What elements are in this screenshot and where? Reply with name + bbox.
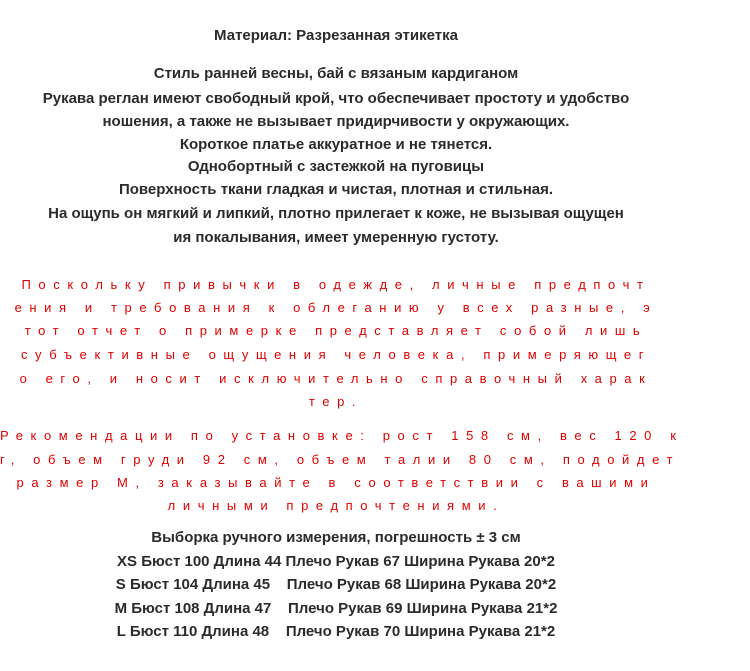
recommendation-line: г, объем груди 92 см, объем талии 80 см, подойдет xyxy=(0,452,681,467)
measurements-title: Выборка ручного измерения, погрешность ± 3 см xyxy=(151,529,521,546)
measurement-row-m: M Бюст 108 Длина 47 Плечо Рукав 69 Ширина Рукава 21*2 xyxy=(114,600,558,617)
recommendation-line: размер M, заказывайте в соответствии с вашими xyxy=(16,475,656,490)
recommendation-line: личными предпочтениями. xyxy=(167,498,505,513)
description-line: Стиль ранней весны, бай с вязаным кардиганом xyxy=(153,65,519,82)
description-line: Однобортный с застежкой на пуговицы xyxy=(187,158,485,175)
disclaimer-line: ения и требования к облеганию у всех разные, э xyxy=(14,300,658,315)
measurement-row-l: L Бюст 110 Длина 48 Плечо Рукав 70 Ширина Рукава 21*2 xyxy=(116,623,556,640)
disclaimer-line: тот отчет о примерке представляет собой лишь xyxy=(24,323,648,338)
measurement-row-xs: XS Бюст 100 Длина 44 Плечо Рукав 67 Ширина Рукава 20*2 xyxy=(117,553,555,570)
description-line: На ощупь он мягкий и липкий, плотно прилегает к коже, не вызывая ощущен xyxy=(48,205,624,222)
recommendation-line: Рекомендации по установке: рост 158 см, вес 120 к xyxy=(0,428,684,443)
disclaimer-line: тер. xyxy=(308,394,364,409)
description-line: ношения, а также не вызывает придирчивости у окружающих. xyxy=(102,113,570,130)
description-line: Поверхность ткани гладкая и чистая, плотная и стильная. xyxy=(118,181,554,198)
disclaimer-line: субъективные ощущения человека, примеряющег xyxy=(20,347,652,362)
description-line: Рукава реглан имеют свободный крой, что обеспечивает простоту и удобство xyxy=(42,90,630,107)
measurement-row-s: S Бюст 104 Длина 45 Плечо Рукав 68 Ширина Рукава 20*2 xyxy=(115,576,557,593)
material-heading: Материал: Разрезанная этикетка xyxy=(214,27,458,44)
description-line: Короткое платье аккуратное и не тянется. xyxy=(179,136,493,153)
description-line: ия покалывания, имеет умеренную густоту. xyxy=(173,229,499,246)
disclaimer-line: о его, и носит исключительно справочный харак xyxy=(19,371,653,386)
disclaimer-line: Поскольку привычки в одежде, личные предпочт xyxy=(21,277,651,292)
